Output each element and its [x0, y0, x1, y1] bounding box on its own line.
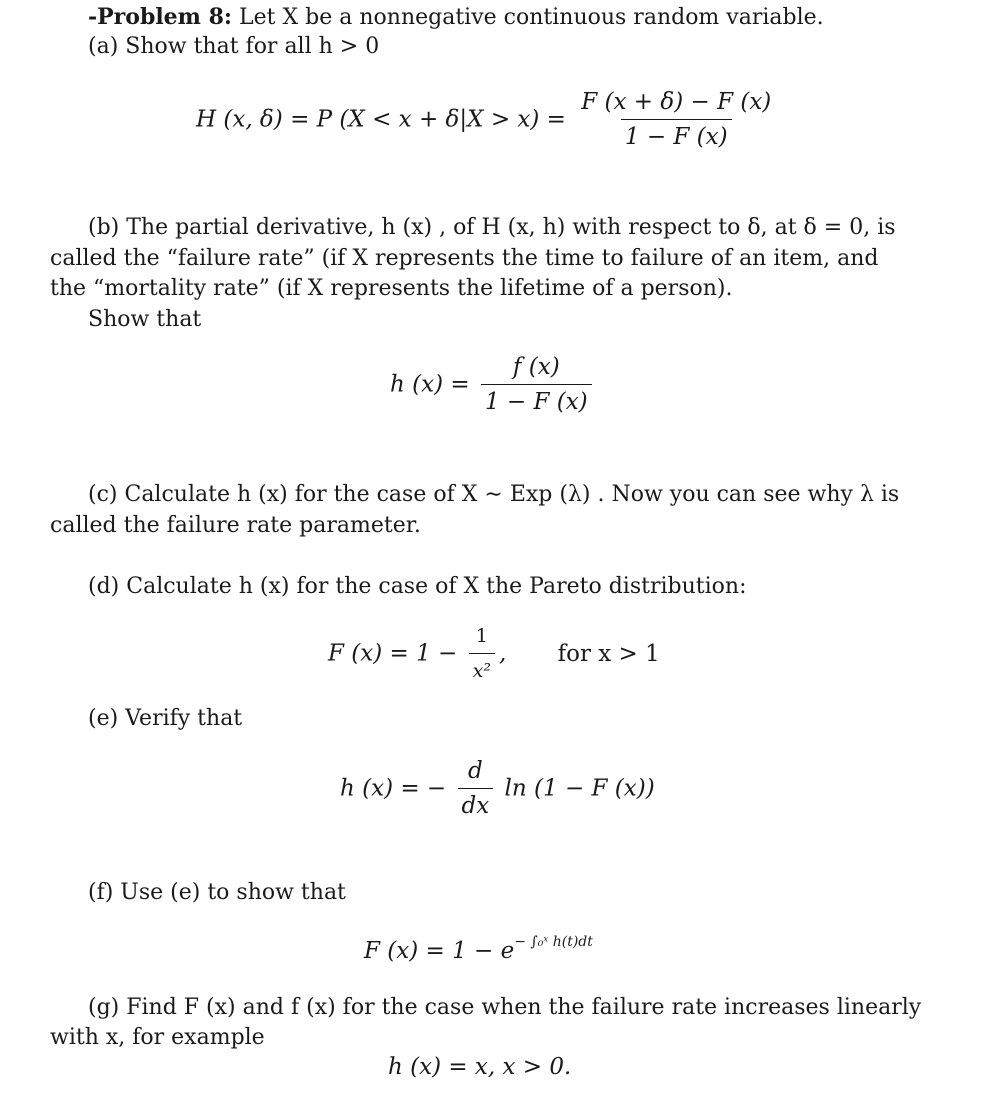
part-e-numerator: d: [468, 758, 483, 784]
part-a-denominator: 1 − F (x): [621, 119, 732, 151]
part-d-text: (d) Calculate h (x) for the case of X the Pareto distribution:: [88, 574, 747, 599]
part-e-equation: [340, 757, 655, 820]
part-d-equation: [328, 622, 660, 685]
part-b-line3: the “mortality rate” (if X represents the lifetime of a person).: [50, 276, 733, 301]
part-e-eq-rhs: ln (1 − F (x)): [504, 775, 655, 802]
part-b-line2: called the “failure rate” (if X represents the time to failure of an item, and: [50, 246, 879, 271]
part-d-eq-lhs: F (x) = 1 −: [328, 640, 458, 667]
part-b-line1: (b) The partial derivative, h (x) , of H (x, h) with respect to δ, at δ = 0, is: [88, 215, 896, 240]
part-e-eq-lhs: h (x) = −: [340, 775, 447, 802]
part-b-eq-lhs: h (x) =: [390, 371, 470, 398]
part-e-text: (e) Verify that: [88, 706, 243, 731]
part-d-denominator: x²: [469, 653, 495, 685]
part-a-equation: [196, 88, 779, 151]
problem-intro: Let X be a nonnegative continuous random variable.: [239, 5, 824, 30]
part-g-line1: (g) Find F (x) and f (x) for the case when the failure rate increases linearly: [88, 995, 922, 1020]
part-a-fraction: [577, 88, 775, 151]
part-b-denominator: 1 − F (x): [481, 384, 592, 416]
part-a-eq-lhs: H (x, δ) = P (X < x + δ|X > x) =: [196, 106, 566, 133]
part-f-exponent: − ∫₀ˣ h(t)dt: [514, 934, 593, 950]
part-f-eq-lhs: F (x) = 1 − e: [364, 938, 515, 964]
part-b-fraction: [481, 353, 592, 416]
part-c-line2: called the failure rate parameter.: [50, 513, 421, 538]
part-f-equation: [364, 934, 593, 964]
part-b-line4: Show that: [88, 307, 202, 332]
part-a-text: (a) Show that for all h > 0: [88, 34, 380, 59]
part-b-numerator: f (x): [512, 354, 560, 380]
part-d-numerator: 1: [475, 625, 488, 647]
part-d-eq-comma: ,: [498, 640, 507, 667]
problem-heading: -Problem 8:: [88, 4, 233, 30]
part-e-denominator: dx: [458, 788, 494, 820]
part-c-line1: (c) Calculate h (x) for the case of X ∼ Exp (λ) . Now you can see why λ is: [88, 482, 900, 507]
part-f-text: (f) Use (e) to show that: [88, 880, 346, 905]
problem-header: [88, 2, 824, 33]
part-g-equation: h (x) = x, x > 0.: [388, 1054, 572, 1080]
part-e-fraction: [458, 757, 494, 820]
part-d-fraction: [469, 622, 495, 685]
part-b-equation: [390, 353, 596, 416]
part-g-line2: with x, for example: [50, 1025, 265, 1050]
part-d-eq-condition: for x > 1: [557, 640, 660, 667]
part-a-numerator: F (x + δ) − F (x): [581, 89, 772, 115]
